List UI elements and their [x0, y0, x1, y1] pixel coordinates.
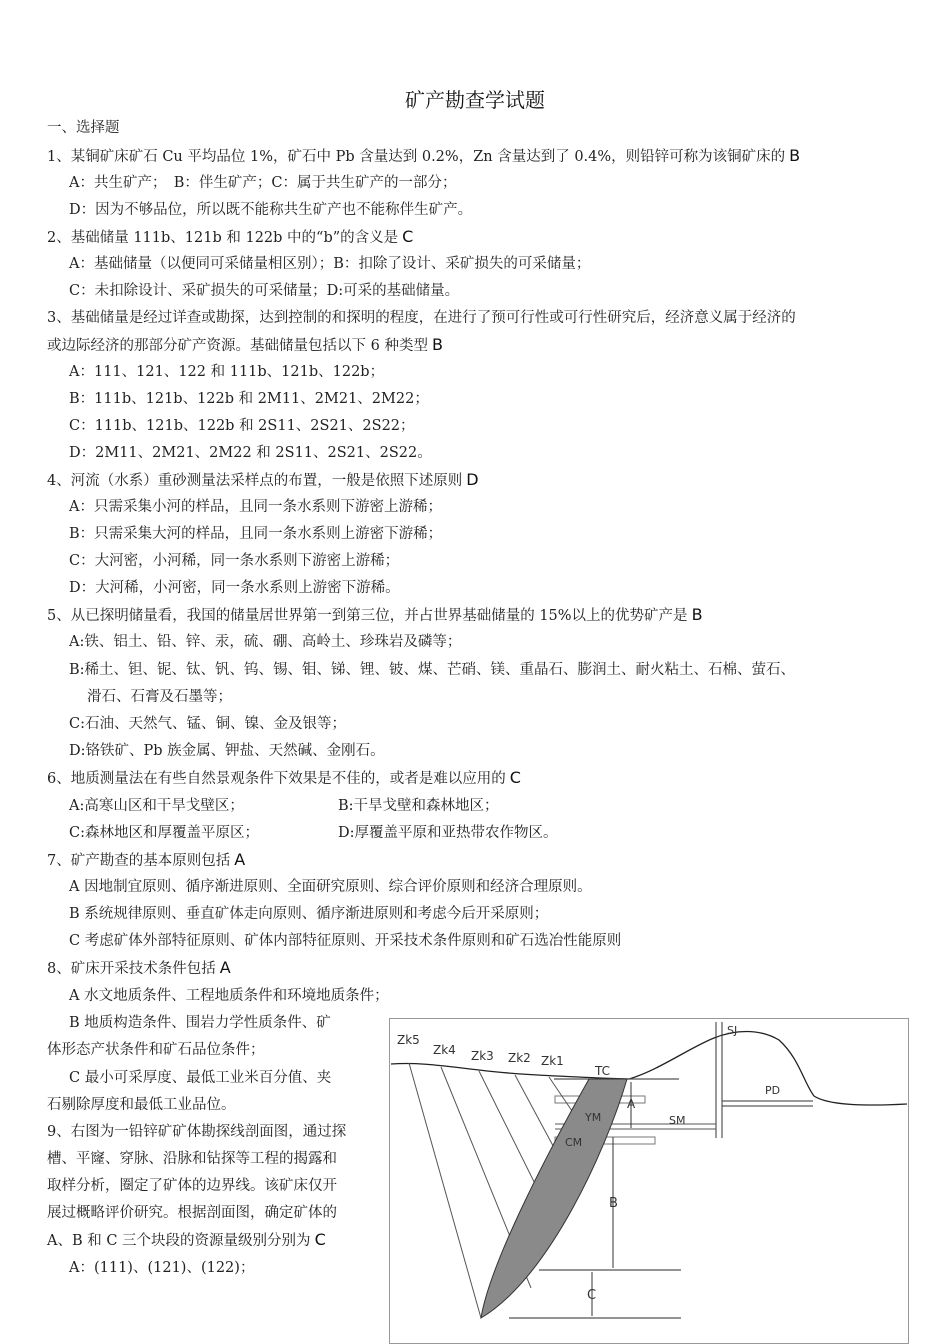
question-6-option-a: A:高寒山区和干旱戈壁区； [69, 798, 244, 814]
exploration-cross-section-diagram [389, 1018, 910, 1344]
question-5-stem: 5、从已探明储量看，我国的储量居世界第一到第三位，并占世界基础储量的 15%以上的优势矿产是 [47, 608, 688, 624]
question-8-option-c-line-1: C 最小可采厚度、最低工业米百分值、夹 [69, 1070, 332, 1086]
label-pd: PD [765, 1084, 781, 1097]
question-8-option-c-line-2: 石剔除厚度和最低工业品位。 [47, 1097, 236, 1113]
question-3-option-d: D：2M11、2M21、2M22 和 2S11、2S21、2S22。 [69, 445, 432, 461]
question-9-line-1: 9、右图为一铅锌矿矿体勘探线剖面图，通过探 [47, 1124, 347, 1140]
question-2 [47, 227, 413, 248]
question-8-option-b-line-2: 体形态产状条件和矿石品位条件； [47, 1042, 265, 1058]
question-3-option-a: A：111、121、122 和 111b、121b、122b； [69, 364, 385, 380]
question-2-stem: 2、基础储量 111b、121b 和 122b 中的“b”的含义是 [47, 230, 399, 246]
label-zk2: Zk2 [508, 1051, 531, 1065]
question-7-option-b: B 系统规律原则、垂直矿体走向原则、循序渐进原则和考虑今后开采原则； [69, 906, 549, 922]
question-8 [47, 958, 231, 979]
question-5-option-b-line-2: 滑石、石膏及石墨等； [87, 689, 232, 705]
label-sm: SM [669, 1114, 686, 1127]
drill-hole-zk5 [409, 1063, 481, 1318]
question-6-stem: 6、地质测量法在有些自然景观条件下效果是不佳的，或者是难以应用的 [47, 771, 506, 787]
question-7-answer: A [234, 850, 246, 869]
question-7-stem: 7、矿产勘查的基本原则包括 [47, 853, 231, 869]
question-1-answer: B [789, 146, 801, 165]
question-1 [47, 146, 800, 167]
ground-surface-line [391, 1032, 907, 1106]
question-7-option-a: A 因地制宜原则、循序渐进原则、全面研究原则、综合评价原则和经济合理原则。 [69, 879, 592, 895]
label-block-c: C [587, 1288, 597, 1303]
question-2-options-1: A：基础储量（以便同可采储量相区别）；B：扣除了设计、采矿损失的可采储量； [69, 256, 591, 272]
question-1-options-2: D：因为不够品位，所以既不能称共生矿产也不能称伴生矿产。 [69, 202, 473, 218]
question-7 [47, 850, 245, 871]
question-6-option-c: C:森林地区和厚覆盖平原区； [69, 825, 259, 841]
question-9-line-2: 槽、平窿、穿脉、沿脉和钻探等工程的揭露和 [47, 1151, 337, 1167]
diagram-frame [390, 1019, 909, 1344]
question-9-line-3: 取样分析，圈定了矿体的边界线。该矿床仅开 [47, 1178, 337, 1194]
question-6-option-d: D:厚覆盖平原和亚热带农作物区。 [338, 825, 558, 841]
question-5 [47, 605, 703, 626]
question-8-option-a: A 水文地质条件、工程地质条件和环境地质条件； [69, 988, 389, 1004]
label-block-a: A [627, 1097, 636, 1111]
question-5-option-d: D:铬铁矿、Pb 族金属、钾盐、天然碱、金刚石。 [69, 743, 385, 759]
question-4-stem: 4、河流（水系）重砂测量法采样点的布置，一般是依照下述原则 [47, 473, 463, 489]
question-5-option-b-line-1: B:稀土、钽、铌、钛、钒、钨、锡、钼、锑、锂、铍、煤、芒硝、镁、重晶石、膨润土、耐火粘土、石棉、萤石、 [69, 662, 796, 678]
question-8-stem: 8、矿床开采技术条件包括 [47, 961, 216, 977]
label-zk4: Zk4 [433, 1043, 456, 1057]
question-5-option-a: A:铁、铝土、铅、锌、汞，硫、硼、高岭土、珍珠岩及磷等； [69, 634, 462, 650]
page-title: 矿产勘查学试题 [405, 88, 545, 112]
question-7-option-c: C 考虑矿体外部特征原则、矿体内部特征原则、开采技术条件原则和矿石选冶性能原则 [69, 933, 622, 949]
question-9-answer: C [314, 1230, 326, 1249]
question-3-answer: B [431, 335, 443, 354]
question-3-option-c: C：111b、121b、122b 和 2S11、2S21、2S22； [69, 418, 415, 434]
label-ym: YM [585, 1111, 602, 1124]
question-6 [47, 768, 521, 789]
question-4-option-d: D：大河稀，小河密，同一条水系则上游密下游稀。 [69, 580, 400, 596]
question-8-answer: A [219, 958, 231, 977]
question-1-options-1: A：共生矿产； B：伴生矿产；C：属于共生矿产的一部分； [69, 175, 457, 191]
question-9-option-a: A：(111)、(121)、(122)； [69, 1260, 255, 1276]
label-cm: CM [565, 1136, 583, 1149]
label-block-b: B [609, 1196, 618, 1211]
question-2-options-2: C：未扣除设计、采矿损失的可采储量；D:可采的基础储量。 [69, 283, 460, 299]
question-2-answer: C [402, 227, 414, 246]
label-zk5: Zk5 [397, 1033, 420, 1047]
label-zk3: Zk3 [471, 1049, 494, 1063]
question-5-option-c: C:石油、天然气、锰、铜、镍、金及银等； [69, 716, 346, 732]
label-tc: TC [595, 1064, 611, 1078]
section-heading: 一、选择题 [47, 120, 120, 136]
question-9-line-4: 展过概略评价研究。根据剖面图，确定矿体的 [47, 1205, 337, 1221]
question-9-line-5: A、B 和 C 三个块段的资源量级别分别为 [47, 1233, 311, 1249]
question-4 [47, 470, 479, 491]
question-5-answer: B [691, 605, 703, 624]
question-3-option-b: B：111b、121b、122b 和 2M11、2M21、2M22； [69, 391, 429, 407]
question-6-answer: C [509, 768, 521, 787]
question-3-stem-line-1: 3、基础储量是经过详查或勘探，达到控制的和探明的程度，在进行了预可行性或可行性研究后，经济意义属于经济的 [47, 310, 796, 326]
question-3-stem-line-2: 或边际经济的那部分矿产资源。基础储量包括以下 6 种类型 [47, 338, 428, 354]
question-3 [47, 335, 443, 356]
question-8-option-b-line-1: B 地质构造条件、围岩力学性质条件、矿 [69, 1015, 331, 1031]
question-4-option-c: C：大河密，小河稀，同一条水系则下游密上游稀； [69, 553, 400, 569]
question-9 [47, 1230, 326, 1251]
ore-body [481, 1079, 627, 1318]
label-zk1: Zk1 [541, 1054, 564, 1068]
question-6-option-b: B:干旱戈壁和森林地区； [338, 798, 499, 814]
question-1-stem: 1、某铜矿床矿石 Cu 平均品位 1%，矿石中 Pb 含量达到 0.2%，Zn 含量达到了 0.4%，则铅锌可称为该铜矿床的 [47, 149, 786, 165]
question-4-answer: D [466, 470, 479, 489]
question-4-option-a: A：只需采集小河的样品，且同一条水系则下游密上游稀； [69, 499, 442, 515]
label-sj: SJ [727, 1024, 738, 1037]
question-4-option-b: B：只需采集大河的样品，且同一条水系则上游密下游稀； [69, 526, 443, 542]
